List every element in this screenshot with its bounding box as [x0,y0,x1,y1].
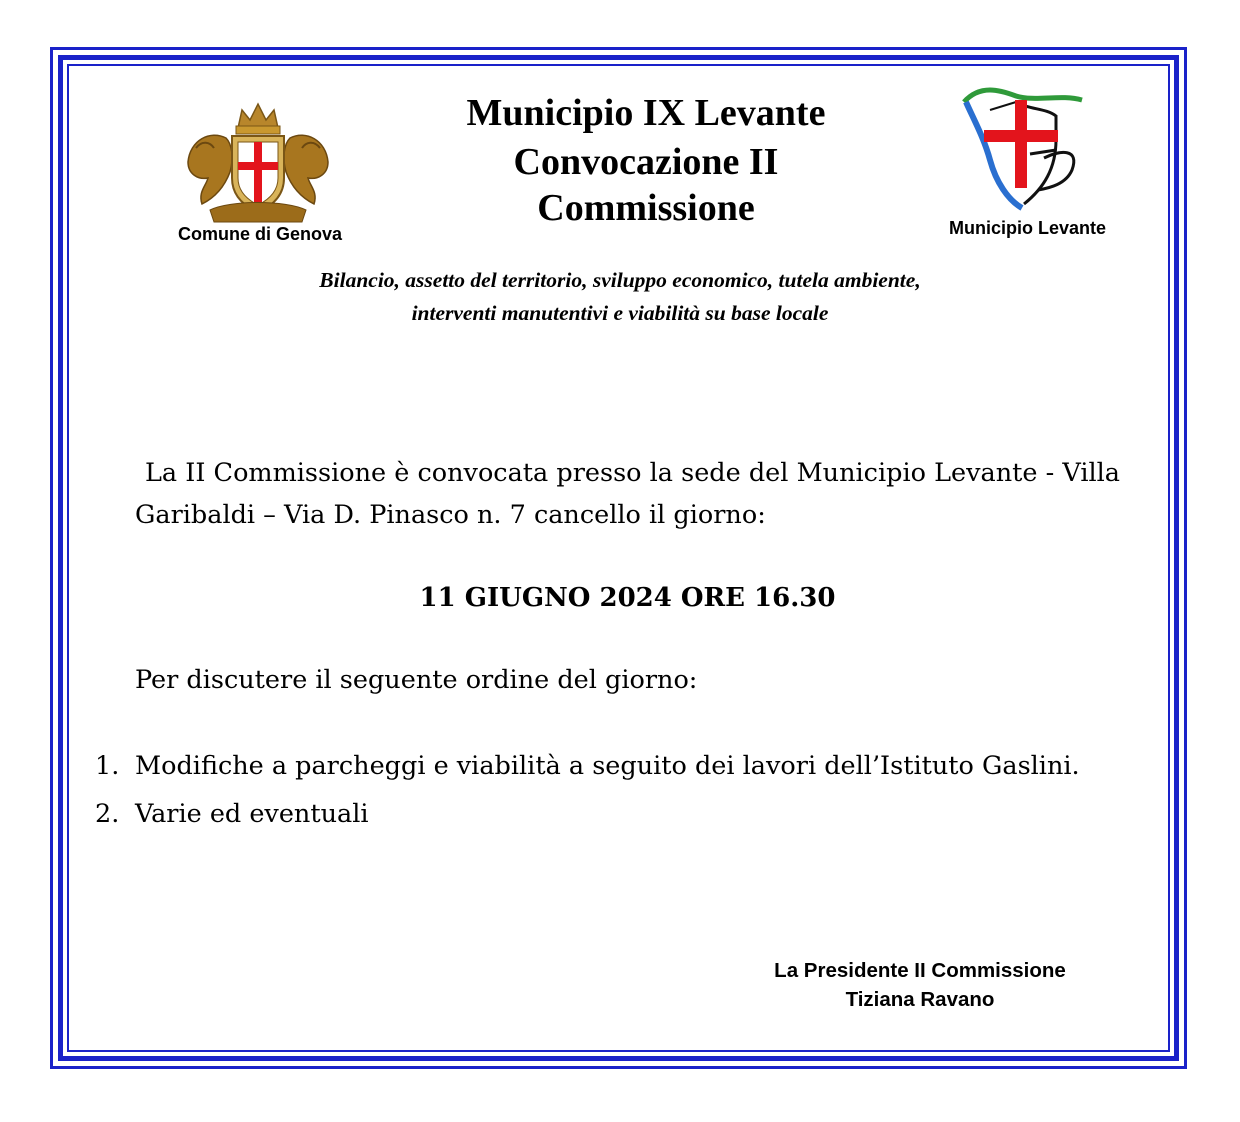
municipio-levante-caption: Municipio Levante [948,218,1107,238]
genova-coat-of-arms-icon [180,100,336,225]
title-line-commissione: Commissione [537,187,755,229]
agenda-item [95,790,1120,838]
agenda-item-number: 1. [95,751,120,781]
agenda-item-number: 2. [95,799,120,829]
title-line-municipio: Municipio IX Levante [466,92,826,134]
title-line-convocazione: Convocazione II [513,141,779,183]
agenda-item-text: Varie ed eventuali [135,799,369,829]
subtitle-line: Bilancio, assetto del territorio, sviluppo economico, tutela ambiente, [319,268,921,292]
agenda-list [95,742,1120,838]
subtitle-line: interventi manutentivi e viabilità su base locale [411,301,829,325]
municipio-levante-logo-icon [960,80,1085,215]
agenda-item [95,742,1120,790]
signature-role: La Presidente II Commissione [774,959,1066,982]
document-title [420,90,872,228]
agenda-intro: Per discutere il seguente ordine del giorno: [135,665,698,695]
comune-di-genova-caption: Comune di Genova [177,224,343,244]
meeting-date-time: 11 GIUGNO 2024 ORE 16.30 [419,583,836,613]
signature-name: Tiziana Ravano [845,988,995,1011]
commission-subtitle [220,264,1020,330]
agenda-item-text: Modifiche a parcheggi e viabilità a seguito dei lavori dell’Istituto Gaslini. [135,751,1080,781]
signature-block [720,956,1120,1014]
convocation-paragraph: La II Commissione è convocata presso la sede del Municipio Levante - Villa Garibaldi – Via D. Pinasco n. 7 cancello il giorno: [135,458,1120,530]
